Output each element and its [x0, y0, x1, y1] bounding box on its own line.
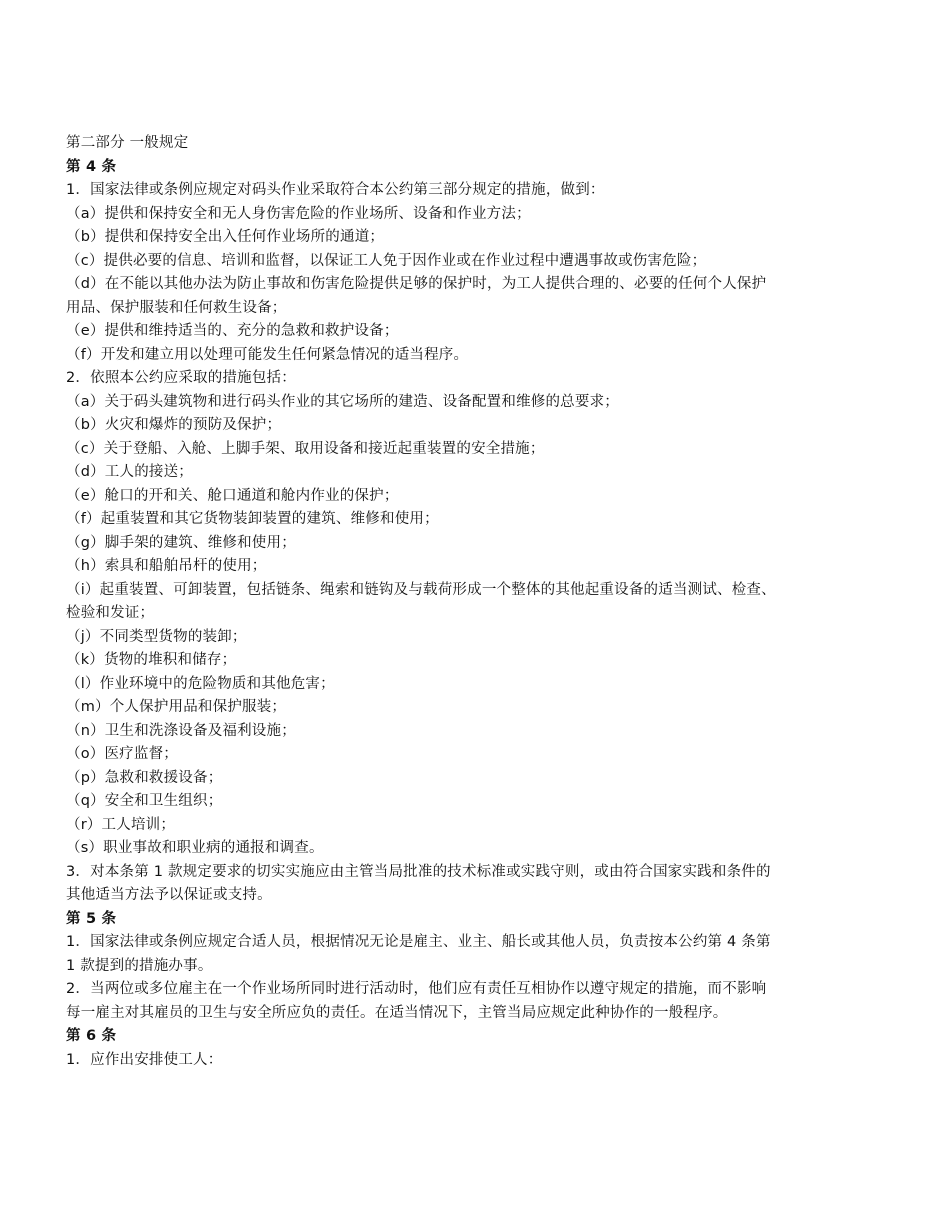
article-4-item-d-cont: 用品、保护服装和任何救生设备； [66, 299, 287, 316]
article-5-heading: 第 5 条 [66, 910, 117, 927]
article-4-item-f: （f）开发和建立用以处理可能发生任何紧急情况的适当程序。 [66, 346, 469, 363]
article-4-item-c: （c）提供必要的信息、培训和监督，以保证工人免于因作业或在作业过程中遭遇事故或伤害危险； [66, 252, 707, 269]
article-4-item-b: （b）提供和保持安全出入任何作业场所的通道； [66, 229, 385, 245]
article-6-heading: 第 6 条 [66, 1028, 117, 1044]
article-4-p2-item-l: （l）作业环境中的危险物质和其他危害； [66, 675, 335, 692]
article-4-p2-item-s: （s）职业事故和职业病的通报和调查。 [66, 840, 324, 856]
article-4-p2-item-r: （r）工人培训； [66, 816, 176, 833]
article-4-p2-item-h: （h）索具和船舶吊杆的使用； [66, 558, 267, 574]
article-4-p2-item-i-cont: 检验和发证； [66, 605, 155, 621]
article-4-p2-item-j: （j）不同类型货物的装卸； [66, 628, 247, 645]
document-page [66, 132, 866, 1072]
article-4-paragraph-3: 3．对本条第 1 款规定要求的切实实施应由主管当局批准的技术标准或实践守则，或由符合国家实践和条件的 [66, 863, 771, 880]
article-4-item-e: （e）提供和维持适当的、充分的急救和救护设备； [66, 323, 399, 339]
article-6-paragraph-1: 1．应作出安排使工人： [66, 1051, 223, 1068]
article-5-paragraph-1: 1．国家法律或条例应规定合适人员，根据情况无论是雇主、业主、船长或其他人员，负责按本公约第 4 条第 [66, 934, 771, 950]
article-4-item-a: （a）提供和保持安全和无人身伤害危险的作业场所、设备和作业方法； [66, 205, 531, 222]
article-4-p2-item-m: （m）个人保护用品和保护服装； [66, 699, 287, 715]
article-5-paragraph-2-cont: 每一雇主对其雇员的卫生与安全所应负的责任。在适当情况下，主管当局应规定此种协作的一般程序。 [66, 1004, 728, 1021]
article-4-p2-item-k: （k）货物的堆积和储存； [66, 652, 237, 668]
article-4-p2-item-a: （a）关于码头建筑物和进行码头作业的其它场所的建造、设备配置和维修的总要求； [66, 393, 619, 410]
article-4-p2-item-c: （c）关于登船、入舱、上脚手架、取用设备和接近起重装置的安全措施； [66, 440, 545, 457]
article-4-p2-item-b: （b）火灾和爆炸的预防及保护； [66, 417, 282, 433]
article-4-p2-item-p: （p）急救和救援设备； [66, 769, 223, 786]
article-4-paragraph-1: 1．国家法律或条例应规定对码头作业采取符合本公约第三部分规定的措施，做到： [66, 182, 605, 198]
article-4-paragraph-3-cont: 其他适当方法予以保证或支持。 [66, 887, 272, 903]
article-4-item-d: （d）在不能以其他办法为防止事故和伤害危险提供足够的保护时，为工人提供合理的、必要的任何个人保护 [66, 276, 767, 292]
article-4-p2-item-f: （f）起重装置和其它货物装卸装置的建筑、维修和使用； [66, 511, 439, 527]
article-4-p2-item-i: （i）起重装置、可卸装置，包括链条、绳索和链钩及与载荷形成一个整体的其他起重设备的适当测试、检查、 [66, 581, 776, 598]
article-4-p2-item-e: （e）舱口的开和关、舱口通道和舱内作业的保护； [66, 487, 399, 504]
article-4-p2-item-g: （g）脚手架的建筑、维修和使用； [66, 534, 296, 551]
part-title: 第二部分 一般规定 [66, 135, 189, 151]
article-4-p2-item-o: （o）医疗监督； [66, 746, 178, 762]
article-4-p2-item-n: （n）卫生和洗涤设备及福利设施； [66, 722, 296, 739]
article-4-p2-item-q: （q）安全和卫生组织； [66, 793, 223, 809]
article-4-heading: 第 4 条 [66, 158, 117, 175]
article-5-paragraph-2: 2．当两位或多位雇主在一个作业场所同时进行活动时，他们应有责任互相协作以遵守规定的措施，而不影响 [66, 981, 767, 997]
article-4-p2-item-d: （d）工人的接送； [66, 464, 194, 480]
article-4-paragraph-2: 2．依照本公约应采取的措施包括： [66, 370, 296, 386]
article-5-paragraph-1-cont: 1 款提到的措施办事。 [66, 957, 213, 974]
